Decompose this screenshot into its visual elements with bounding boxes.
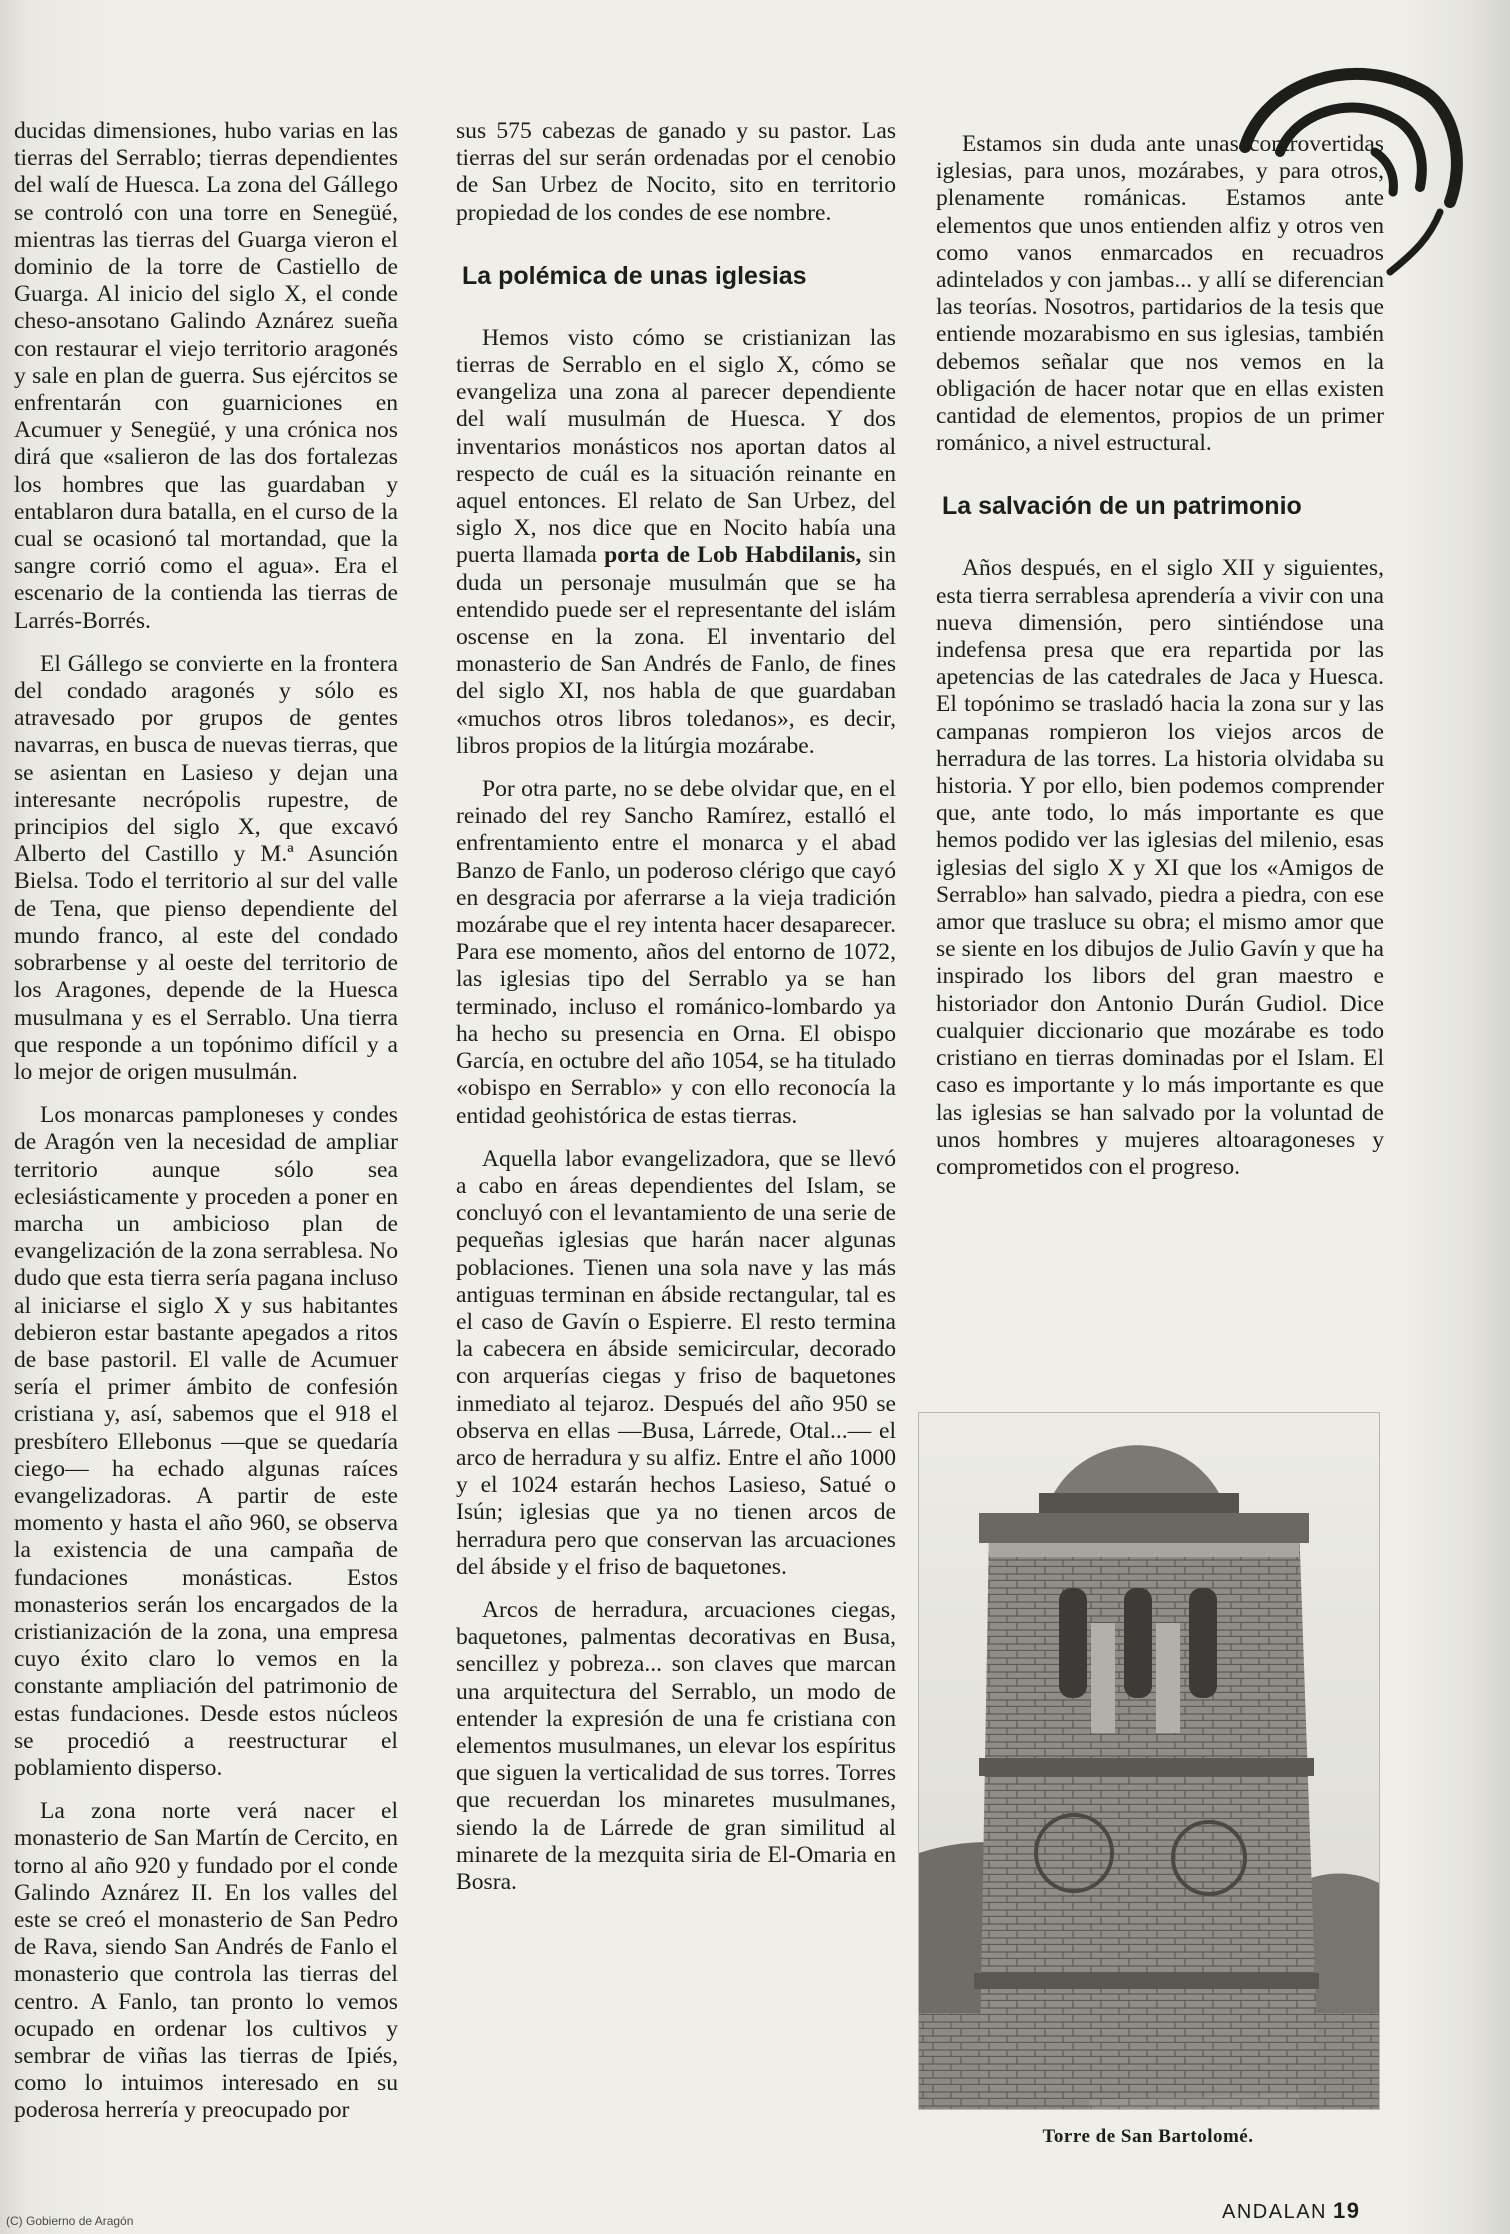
copyright-credit: (C) Gobierno de Aragón <box>6 2214 134 2228</box>
paragraph: Años después, en el siglo XII y siguientes, esta tierra serrablesa aprendería a vivir con una nueva dimensión, pero sintiéndose una indefensa presa que era repartida por las apetencias de las catedrales de Jaca y Huesca. El topónimo se trasladó hacia la zona sur y las campanas rompieron los viejos arcos de herradura de las torres. La historia olvidaba su historia. Y por ello, bien podemos comprender que, ante todo, lo más importante es que hemos podido ver las iglesias del milenio, esas iglesias del siglo X y XI que los «Amigos de Serrablo» han salvado, piedra a piedra, con ese amor que trasluce su obra; el mismo amor que se siente en los dibujos de Julio Gavín y que ha inspirado los libors del gran maestro e historiador don Antonio Durán Gudiol. Dice cualquier diccionario que mozárabe es todo cristiano en tierras dominadas por el Islam. El caso es importante y lo más importante es que las iglesias se han salvado por la voluntad de unos hombres y mujeres altoaragoneses y comprometidos con el progreso. <box>936 555 1384 1180</box>
section-heading: La salvación de un patrimonio <box>942 492 1302 521</box>
photo-caption: Torre de San Bartolomé. <box>1042 2126 1254 2147</box>
column-2 <box>456 118 896 1912</box>
paragraph: Por otra parte, no se debe olvidar que, en el reinado del rey Sancho Ramírez, estalló el enfrentamiento entre el monarca y el abad Banzo de Fanlo, un poderoso clérigo que cayó en desgracia por aferrarse a la vieja tradición mozárabe que el rey intenta hacer desaparecer. Para ese momento, años del entorno de 1072, las iglesias tipo del Serrablo ya se han terminado, incluso el románico-lombardo ya ha hecho su presencia en Orna. El obispo García, en octubre del año 1054, se ha titulado «obispo en Serrablo» y con ello reconocía la entidad geohistórica de estas tierras. <box>456 776 896 1129</box>
paragraph: ducidas dimensiones, hubo varias en las tierras del Serrablo; tierras dependientes del walí de Huesca. La zona del Gállego se controló con una torre en Senegüé, mientras las tierras del Guarga vieron el dominio de la torre de Castiello de Guarga. Al inicio del siglo X, el conde cheso-ansotano Galindo Aznárez sueña con restaurar el viejo territorio aragonés y sale en plan de guerra. Sus ejércitos se enfrentarán con guarniciones en Acumuer y Senegüé, y una crónica nos dirá que «salieron de las dos fortalezas los hombres que las guardaban y entablaron dura batalla, en el curso de la cual se ocasionó tal mortandad, que la sangre corrió como el agua». Era el escenario de la contienda las tierras de Larrés-Borrés. <box>14 118 398 634</box>
paragraph: Arcos de herradura, arcuaciones ciegas, baquetones, palmentas decorativas en Busa, sencillez y pobreza... son claves que marcan una arquitectura del Serrablo, un modo de entender la expresión de una fe cristiana con elementos musulmanes, un elevar los espíritus que siguen la verticalidad de sus torres. Torres que recuerdan los minaretes musulmanes, siendo la de Lárrede de gran similitud al minarete de la mezquita siria de El-Omaria en Bosra. <box>456 1596 896 1895</box>
paragraph: sus 575 cabezas de ganado y su pastor. Las tierras del sur serán ordenadas por el cenobio de San Urbez de Nocito, sito en territorio propiedad de los condes de ese nombre. <box>456 118 896 226</box>
bold-text: porta de Lob Habdilanis, <box>604 542 862 569</box>
paragraph: Los monarcas pamploneses y condes de Aragón ven la necesidad de ampliar territorio aunque sólo sea eclesiásticamente y proceden a poner en marcha un ambicioso plan de evangelización de la zona serrablesa. No dudo que esta tierra sería pagana incluso al iniciarse el siglo X y sus habitantes debieron estar bastante apegados a ritos de base pastoril. El valle de Acumuer sería el primer ámbito de confesión cristiana y, así, sabemos que el 918 el presbítero Ellebonus —que se quedaría ciego— ha echado algunas raíces evangelizadoras. A partir de este momento y hasta el año 960, se observa la existencia de una campaña de fundaciones monásticas. Estos monasterios serán los encargados de la cristianización de la zona, una empresa cuyo éxito claro lo vemos en la constante ampliación del patrimonio de estas fundaciones. Desde estos núcleos se procedió a reestructurar el poblamiento disperso. <box>14 1102 398 1781</box>
paragraph: Estamos sin duda ante unas controvertidas iglesias, para unos, mozárabes, y para otros, plenamente románicas. Estamos ante elementos que unos entienden alfiz y otros ven como vanos enmarcados en recuadros adintelados y con jambas... y allí se diferencian las teorías. Nosotros, partidarios de la tesis que entiende mozarabismo en sus iglesias, también debemos señalar que nos vemos en la obligación de hacer notar que en ellas existen cantidad de elementos, propios de un primer románico, a nivel estructural. <box>936 131 1384 457</box>
paragraph: La zona norte verá nacer el monasterio de San Martín de Cercito, en torno al año 920 y fundado por el conde Galindo Aznárez II. En los valles del este se creó el monasterio de San Pedro de Rava, siendo San Andrés de Fanlo el monasterio que controla las tierras del centro. A Fanlo, tan pronto lo vemos ocupado en ordenar los cultivos y sembrar de viñas las tierras de Ipiés, como lo intuimos interesado en su poderosa herrería y preocupado por <box>14 1798 398 2124</box>
section-heading: La polémica de unas iglesias <box>462 261 807 290</box>
text-run: Hemos visto cómo se cristianizan las tierras de Serrablo en el siglo X, cómo se evangeliza una zona al parecer dependiente del walí musulmán de Huesca. Y dos inventarios monásticos nos aportan datos al respecto de cuál es la situación reinante en aquel entonces. El relato de San Urbez, del siglo X, nos dice que en Nocito había una puerta llamada <box>456 324 896 569</box>
paragraph <box>456 325 896 760</box>
paragraph: El Gállego se convierte en la frontera del condado aragonés y sólo es atravesado por grupos de gentes navarras, en busca de nuevas tierras, que se asientan en Lasieso y dejan una interesante necrópolis rupestre, de principios del siglo X, que excavó Alberto del Castillo y M.ª Asunción Bielsa. Todo el territorio al sur del valle de Tena, que pienso dependiente del mundo franco, al este del condado sobrarbense y al oeste del territorio de los Aragones, depende de la Huesca musulmana y es el Serrablo. Una tierra que responde a un topónimo difícil y a lo mejor de origen musulmán. <box>14 650 398 1085</box>
text-run: sin duda un personaje musulmán que se ha entendido puede ser el representante del islám oscense en la zona. El inventario del monasterio de San Andrés de Fanlo, de fines del siglo XI, nos habla de que guardaban «muchos otros libros toledanos», es decir, libros propios de la litúrgia mozárabe. <box>456 542 896 759</box>
column-1 <box>14 118 398 2141</box>
column-3 <box>936 131 1384 1197</box>
page-number: 19 <box>1332 2198 1361 2223</box>
magazine-name: ANDALAN <box>1222 2201 1327 2223</box>
page-footer <box>1222 2198 1360 2224</box>
tower-photo <box>918 1412 1380 2110</box>
paragraph: Aquella labor evangelizadora, que se llevó a cabo en áreas dependientes del Islam, se concluyó con el levantamiento de una serie de pequeñas iglesias que harán nacer algunas poblaciones. Tienen una sola nave y las más antiguas terminan en ábside rectangular, tal es el caso de Gavín o Espierre. El resto termina la cabecera en ábside semicircular, decorado con arquerías ciegas y friso de baquetones inmediato al tejaroz. Después del año 950 se observa en ellas —Busa, Lárrede, Otal...— el arco de herradura y su alfiz. Entre el año 1000 y el 1024 estarán hechos Lasieso, Satué o Isún; iglesias que ya no tienen arcos de herradura pero que conservan las arcuaciones del ábside y el friso de baquetones. <box>456 1145 896 1580</box>
